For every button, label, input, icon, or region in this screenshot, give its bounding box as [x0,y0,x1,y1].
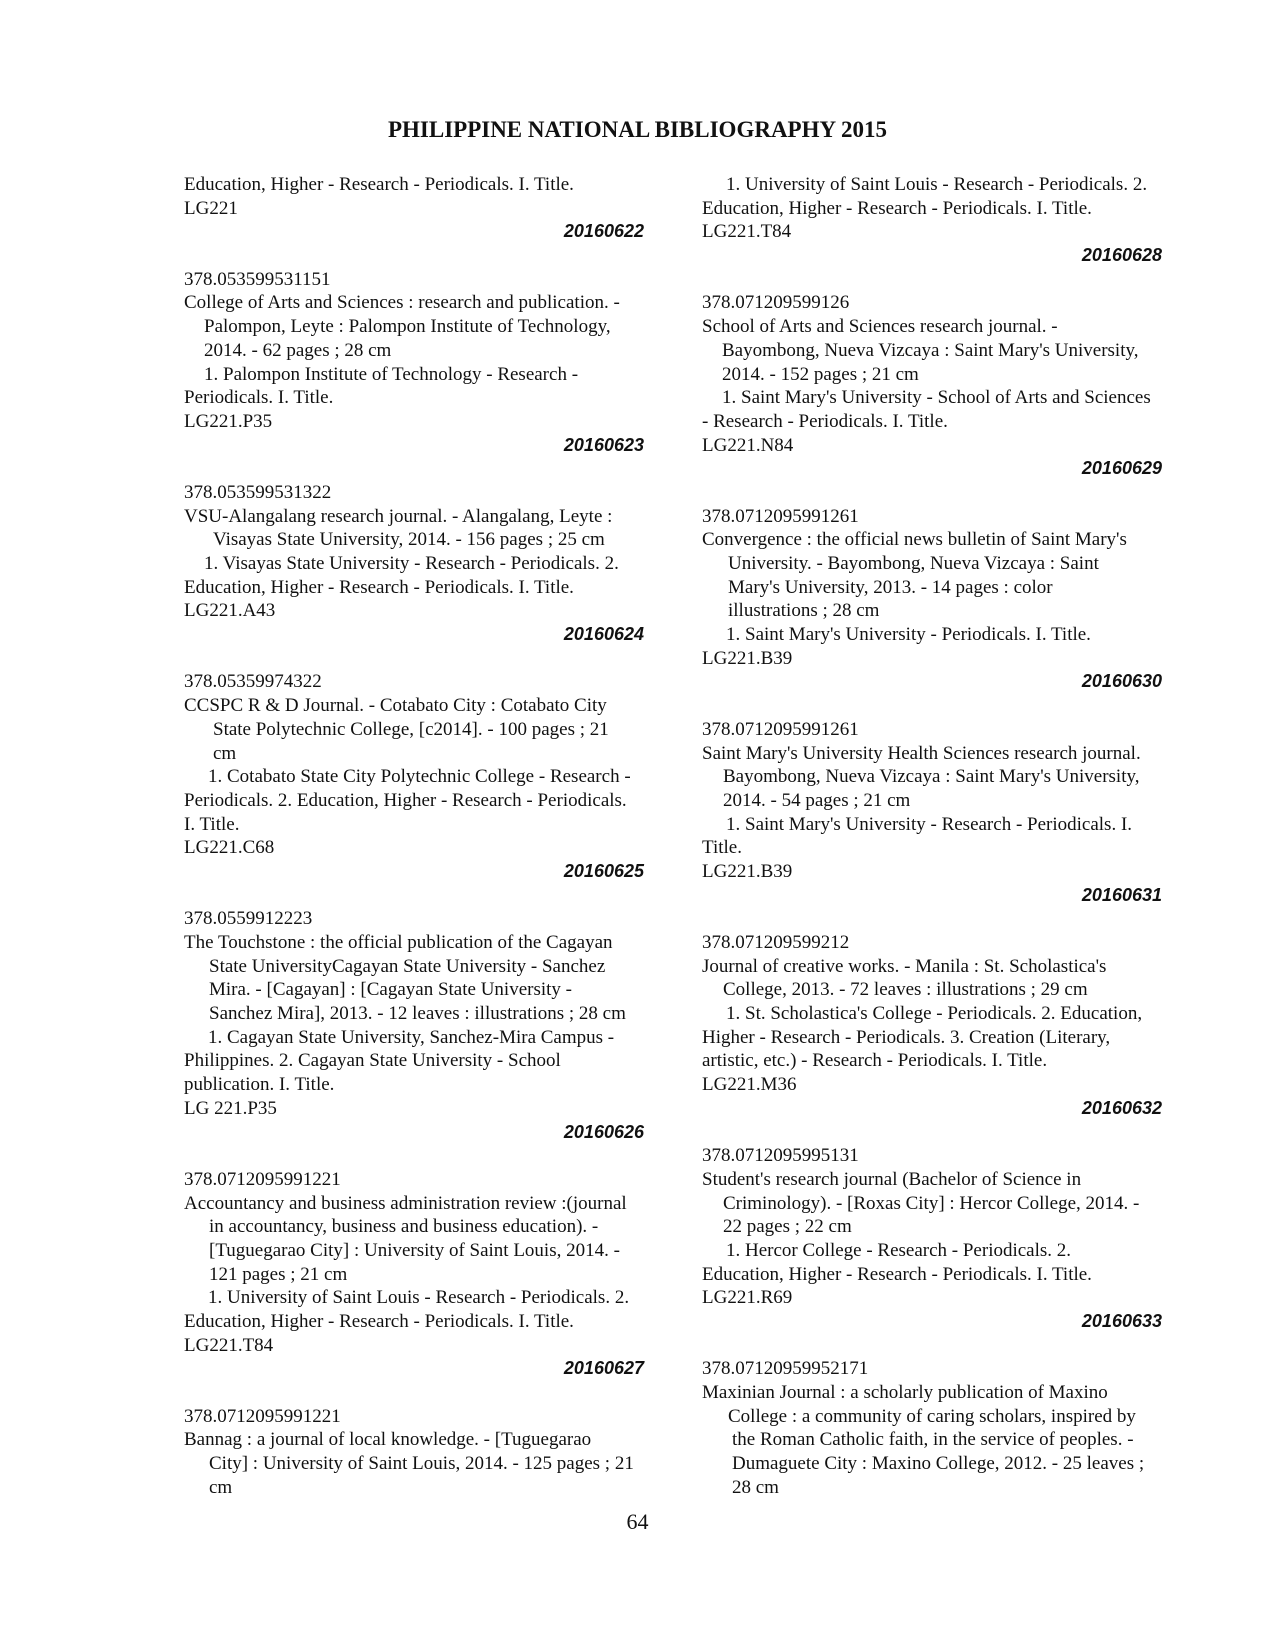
classification-number: 378.07120959952171 [702,1358,869,1380]
entry-subject-line: Title. [702,837,742,859]
entry-title-line: Journal of creative works. - Manila : St. Scholastica's [702,955,1107,977]
entry-subject-line: Education, Higher - Research - Periodicals. I. Title. [702,1263,1092,1285]
entry-imprint-line: 28 cm [732,1476,779,1498]
classification-number: 378.0559912223 [184,908,313,930]
entry-subject-line: publication. I. Title. [184,1074,335,1096]
entry-imprint-line: Bayombong, Nueva Vizcaya : Saint Mary's University, [723,766,1140,788]
control-number: 20160629 [1081,458,1162,479]
control-number: 20160623 [563,434,644,455]
entry-subject-line: 1. Saint Mary's University - Periodicals. I. Title. [726,624,1091,646]
entry-imprint-line: Bayombong, Nueva Vizcaya : Saint Mary's University, [722,339,1139,361]
entry-subject-line: artistic, etc.) - Research - Periodicals. I. Title. [702,1050,1048,1072]
entry-imprint-line: City] : University of Saint Louis, 2014. - 125 pages ; 21 [209,1453,634,1475]
entry-subject-line: Education, Higher - Research - Periodicals. I. Title. [184,1311,574,1332]
entry-subject-line: Education, Higher - Research - Periodicals. I. Title. [184,174,574,195]
entry-subject-line: 1. University of Saint Louis - Research - Periodicals. 2. [208,1287,630,1309]
entry-title-line: State UniversityCagayan State University - Sanchez [209,955,606,977]
call-number: LG221.T84 [702,221,792,243]
entry-title-line: the Roman Catholic faith, in the service of peoples. - [732,1429,1134,1451]
entry-imprint-line: 2014. - 62 pages ; 28 cm [204,339,392,361]
entry-imprint-line: [Tuguegarao City] : University of Saint Louis, 2014. - [209,1239,620,1261]
classification-number: 378.0712095991261 [702,718,859,740]
entry-imprint-line: Palompon, Leyte : Palompon Institute of Technology, [204,316,611,338]
page-title: PHILIPPINE NATIONAL BIBLIOGRAPHY 2015 [387,117,888,142]
entry-imprint-line: 2014. - 54 pages ; 21 cm [723,789,911,811]
entry-imprint-line: Sanchez Mira], 2013. - 12 leaves : illustrations ; 28 cm [209,1003,626,1025]
entry-subject-line: Higher - Research - Periodicals. 3. Creation (Literary, [702,1026,1111,1048]
entry-imprint-line: Visayas State University, 2014. - 156 pages ; 25 cm [213,529,605,551]
call-number: LG221.M36 [702,1074,797,1096]
entry-imprint-line: Mira. - [Cagayan] : [Cagayan State University - [209,979,572,1001]
control-number: 20160630 [1081,671,1162,692]
control-number: 20160626 [563,1121,644,1142]
entry-imprint-line: Criminology). - [Roxas City] : Hercor College, 2014. - [723,1192,1140,1214]
entry-imprint-line: Mary's University, 2013. - 14 pages : color [728,576,1053,598]
entry-title-line: College : a community of caring scholars, inspired by [728,1405,1136,1427]
entry-subject-line: 1. Cotabato State City Polytechnic College - Research - [208,766,631,788]
entry-imprint-line: cm [209,1476,233,1498]
entry-title-line: School of Arts and Sciences research journal. - [702,316,1058,338]
entry-title-line: CCSPC R & D Journal. - Cotabato City : Cotabato City [184,695,607,717]
entry-subject-line: 1. Palompon Institute of Technology - Research - [204,363,579,385]
control-number: 20160628 [1081,245,1162,266]
page-number: 64 [626,1509,649,1534]
control-number: 20160632 [1081,1097,1162,1118]
entry-subject-line: Education, Higher - Research - Periodicals. I. Title. [184,576,574,598]
entry-title-line: Student's research journal (Bachelor of Science in [702,1168,1082,1190]
entry-subject-line: 1. Saint Mary's University - School of Arts and Sciences [722,387,1151,409]
call-number: LG221.B39 [702,647,793,669]
call-number: LG221.P35 [184,410,273,432]
entry-imprint-line: cm [213,742,237,764]
entry-subject-line: 1. Visayas State University - Research - Periodicals. 2. [204,553,619,574]
entry-imprint-line: 121 pages ; 21 cm [209,1263,348,1285]
call-number: LG221.A43 [184,600,276,622]
entry-title-line: Accountancy and business administration review :(journal [184,1192,627,1214]
entry-imprint-line: State Polytechnic College, [c2014]. - 100 pages ; 21 [213,718,609,740]
entry-subject-line: Education, Higher - Research - Periodicals. I. Title. [702,197,1092,219]
entry-imprint-line: 2014. - 152 pages ; 21 cm [722,363,919,385]
entry-subject-line: 1. Cagayan State University, Sanchez-Mira Campus - [208,1026,615,1048]
control-number: 20160633 [1081,1311,1162,1331]
control-number: 20160625 [563,860,644,881]
right-column [702,173,1192,1500]
entry-subject-line: - Research - Periodicals. I. Title. [702,410,948,432]
entry-subject-line: 1. Saint Mary's University - Research - Periodicals. I. [726,813,1133,835]
entry-imprint-line: 22 pages ; 22 cm [723,1216,852,1238]
call-number: LG 221.P35 [184,1097,277,1119]
control-number: 20160631 [1081,884,1162,905]
classification-number: 378.053599531322 [184,481,332,503]
call-number: LG221.R69 [702,1287,793,1309]
entry-imprint-line: University. - Bayombong, Nueva Vizcaya : Saint [728,553,1099,574]
entry-subject-line: Periodicals. I. Title. [184,387,334,409]
control-number: 20160627 [563,1358,644,1379]
entry-title-line: Maxinian Journal : a scholarly publication of Maxino [702,1382,1108,1404]
entry-imprint-line: Dumaguete City : Maxino College, 2012. - 25 leaves ; [732,1453,1145,1475]
entry-subject-line: 1. Hercor College - Research - Periodicals. 2. [726,1239,1072,1261]
control-number: 20160622 [563,221,644,242]
classification-number: 378.071209599126 [702,292,850,314]
classification-number: 378.053599531151 [184,268,331,290]
entry-subject-line: I. Title. [184,813,240,835]
classification-number: 378.071209599212 [702,932,850,953]
entry-title-line: in accountancy, business and business education). - [209,1216,599,1238]
classification-number: 378.0712095991261 [702,505,859,527]
entry-title-line: College of Arts and Sciences : research and publication. - [184,292,620,314]
classification-number: 378.0712095991221 [184,1405,341,1427]
entry-imprint-line: illustrations ; 28 cm [728,600,880,622]
entry-title-line: The Touchstone : the official publication of the Cagayan [184,932,613,953]
classification-number: 378.05359974322 [184,671,322,693]
classification-number: 378.0712095995131 [702,1145,859,1167]
entry-subject-line: Periodicals. 2. Education, Higher - Research - Periodicals. [184,789,627,811]
entry-title-line: Saint Mary's University Health Sciences research journal. [702,742,1141,764]
call-number: LG221.B39 [702,860,793,882]
entry-title-line: Bannag : a journal of local knowledge. - [Tuguegarao [184,1429,592,1451]
call-number: LG221.C68 [184,837,275,859]
entry-title-line: VSU-Alangalang research journal. - Alangalang, Leyte : [184,505,613,527]
entry-imprint-line: College, 2013. - 72 leaves : illustrations ; 29 cm [723,979,1088,1001]
entry-subject-line: Philippines. 2. Cagayan State University - School [184,1050,561,1072]
call-number: LG221.T84 [184,1334,274,1356]
call-number: LG221.N84 [702,434,794,456]
entry-subject-line: 1. University of Saint Louis - Research - Periodicals. 2. [726,174,1148,195]
entry-subject-line: 1. St. Scholastica's College - Periodicals. 2. Education, [726,1003,1143,1025]
control-number: 20160624 [563,624,644,645]
left-column [184,173,674,1500]
call-number: LG221 [184,197,238,219]
entry-title-line: Convergence : the official news bulletin of Saint Mary's [702,529,1127,551]
classification-number: 378.0712095991221 [184,1168,341,1190]
